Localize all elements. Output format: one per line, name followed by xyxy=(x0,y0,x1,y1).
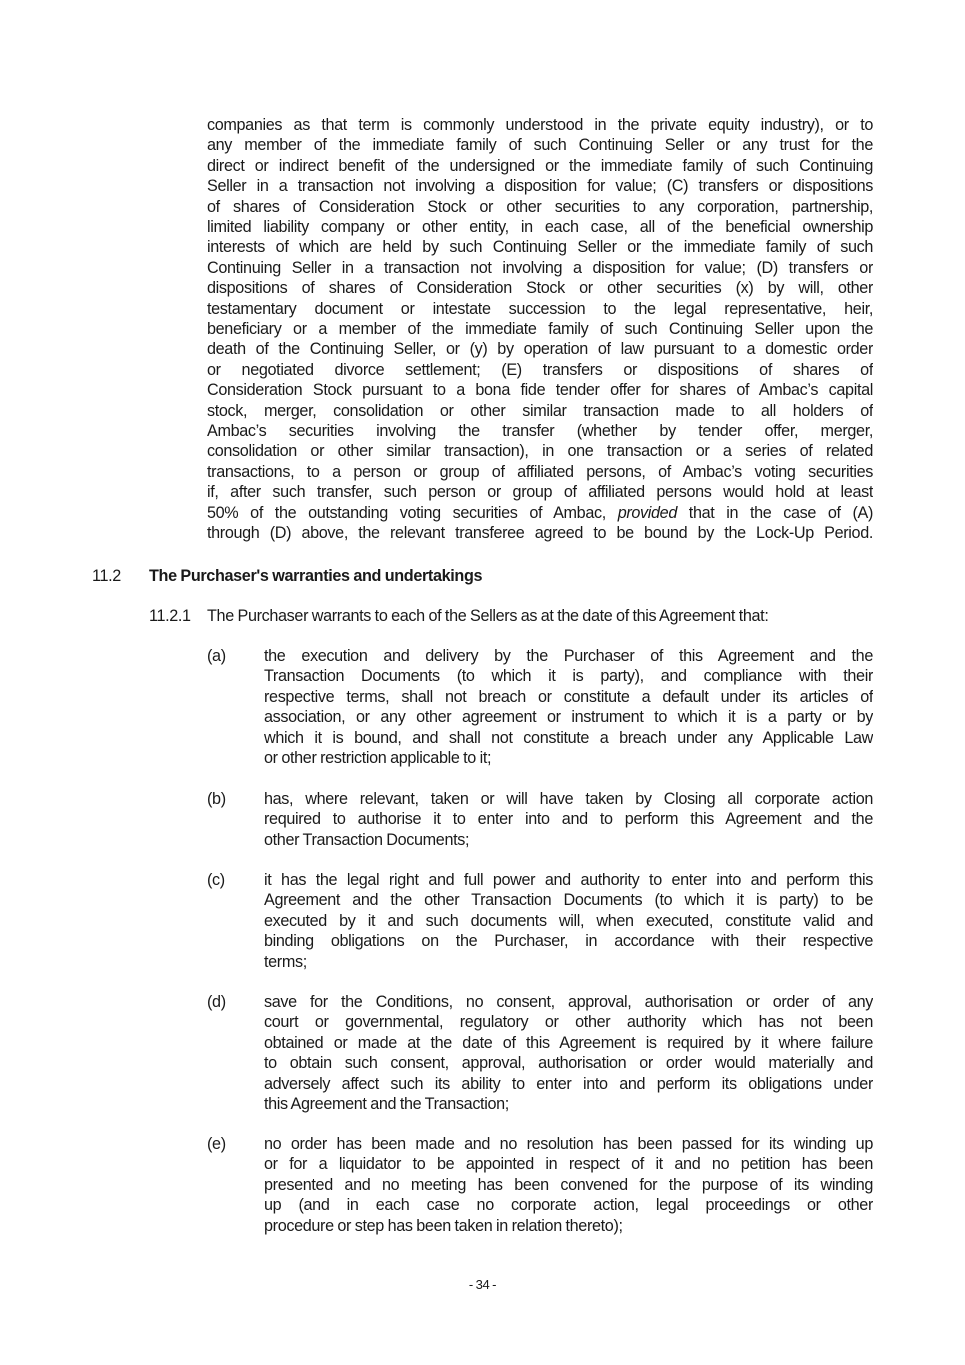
paragraph-line: Consideration Stock pursuant to a bona fide tender offer for shares of Ambac’s capital xyxy=(207,381,873,400)
item-line: it has the legal right and full power and authority to enter into and perform this xyxy=(264,871,873,889)
item-label: (a) xyxy=(207,647,226,665)
item-line: procedure or step has been taken in relation thereto); xyxy=(264,1216,623,1235)
paragraph-line: of shares of Consideration Stock or other securities to any corporation, partnership, xyxy=(207,197,873,216)
paragraph-line: Continuing Seller in a transaction not involving a disposition for value; (D) transfers or xyxy=(207,258,873,277)
paragraph-line: beneficiary or a member of the immediate family of such Continuing Seller upon the xyxy=(207,320,873,338)
paragraph-line: or negotiated divorce settlement; (E) transfers or dispositions of shares of xyxy=(207,360,873,379)
item-line: presented and no meeting has been convened for the purpose of its winding xyxy=(264,1175,873,1194)
paragraph-line xyxy=(207,503,873,523)
item-line: or other restriction applicable to it; xyxy=(264,749,492,767)
paragraph-line: companies as that term is commonly understood in the private equity industry), or to xyxy=(207,116,873,134)
paragraph-line: if, after such transfer, such person or group of affiliated persons would hold at least xyxy=(207,483,873,502)
item-line: save for the Conditions, no consent, approval, authorisation or order of any xyxy=(264,993,873,1011)
paragraph-line: through (D) above, the relevant transferee agreed to be bound by the Lock-Up Period. xyxy=(207,524,873,542)
item-line: adversely affect such its ability to enter into and perform its obligations under xyxy=(264,1074,873,1093)
paragraph-line: direct or indirect benefit of the undersigned or the immediate family of such Continuing xyxy=(207,156,873,175)
section-heading: The Purchaser's warranties and undertakings xyxy=(149,567,483,585)
item-line: court or governmental, regulatory or other authority which has not been xyxy=(264,1013,873,1032)
paragraph-line: any member of the immediate family of such Continuing Seller or any trust for the xyxy=(207,136,873,155)
paragraph-line: consolidation or other similar transaction), in one transaction or a series of related xyxy=(207,442,873,461)
paragraph-line: testamentary document or intestate succession to the legal representative, heir, xyxy=(207,299,873,318)
item-line: terms; xyxy=(264,952,307,971)
item-line: other Transaction Documents; xyxy=(264,830,470,849)
item-line: up (and in each case no corporate action, legal proceedings or other xyxy=(264,1196,873,1215)
subsection-text: The Purchaser warrants to each of the Sellers as at the date of this Agreement that: xyxy=(207,607,769,625)
paragraph-line: transactions, to a person or group of affiliated persons, of Ambac’s voting securities xyxy=(207,462,873,481)
italic-term-provided: provided xyxy=(617,503,677,522)
subsection-number: 11.2.1 xyxy=(149,607,191,625)
item-label: (e) xyxy=(207,1135,226,1153)
section-number: 11.2 xyxy=(92,567,121,585)
paragraph-line: Ambac’s securities involving the transfer (whether by tender offer, merger, xyxy=(207,422,873,440)
paragraph-line: Seller in a transaction not involving a disposition for value; (C) transfers or dispositions xyxy=(207,177,873,196)
item-line: the execution and delivery by the Purchaser of this Agreement and the xyxy=(264,647,873,665)
item-label: (c) xyxy=(207,871,225,889)
item-line: or for a liquidator to be appointed in respect of it and no petition has been xyxy=(264,1155,873,1174)
item-line: respective terms, shall not breach or constitute a default under its articles of xyxy=(264,687,873,706)
item-label: (d) xyxy=(207,993,226,1011)
item-line: has, where relevant, taken or will have taken by Closing all corporate action xyxy=(264,790,873,808)
paragraph-text: that in the case of (A) xyxy=(676,503,873,522)
item-line: to obtain such consent, approval, authorisation or order would materially and xyxy=(264,1054,873,1073)
paragraph-text: 50% of the outstanding voting securities of Ambac, xyxy=(207,503,618,522)
item-label: (b) xyxy=(207,790,226,808)
page-number: - 34 - xyxy=(468,1277,497,1292)
paragraph-line: interests of which are held by such Continuing Seller or the immediate family of such xyxy=(207,238,873,257)
item-line: which it is bound, and shall not constitute a breach under any Applicable Law xyxy=(264,728,873,747)
paragraph-line: dispositions of shares of Consideration Stock or other securities (x) by will, other xyxy=(207,279,873,298)
item-line: association, or any other agreement or instrument to which it is a party or by xyxy=(264,708,873,727)
item-line: obtained or made at the date of this Agreement is required by it where failure xyxy=(264,1033,873,1052)
item-line: this Agreement and the Transaction; xyxy=(264,1095,509,1113)
item-line: required to authorise it to enter into and to perform this Agreement and the xyxy=(264,810,873,829)
paragraph-line: limited liability company or other entity, in each case, all of the beneficial ownership xyxy=(207,218,873,236)
item-line: no order has been made and no resolution has been passed for its winding up xyxy=(264,1135,873,1153)
paragraph-line: stock, merger, consolidation or other similar transaction made to all holders of xyxy=(207,401,873,420)
paragraph-line: death of the Continuing Seller, or (y) by operation of law pursuant to a domestic order xyxy=(207,340,873,359)
item-line: executed by it and such documents will, when executed, constitute valid and xyxy=(264,911,873,930)
item-line: Transaction Documents (to which it is party), and compliance with their xyxy=(264,667,873,686)
item-line: Agreement and the other Transaction Documents (to which it is party) to be xyxy=(264,891,873,910)
item-line: binding obligations on the Purchaser, in accordance with their respective xyxy=(264,932,873,951)
